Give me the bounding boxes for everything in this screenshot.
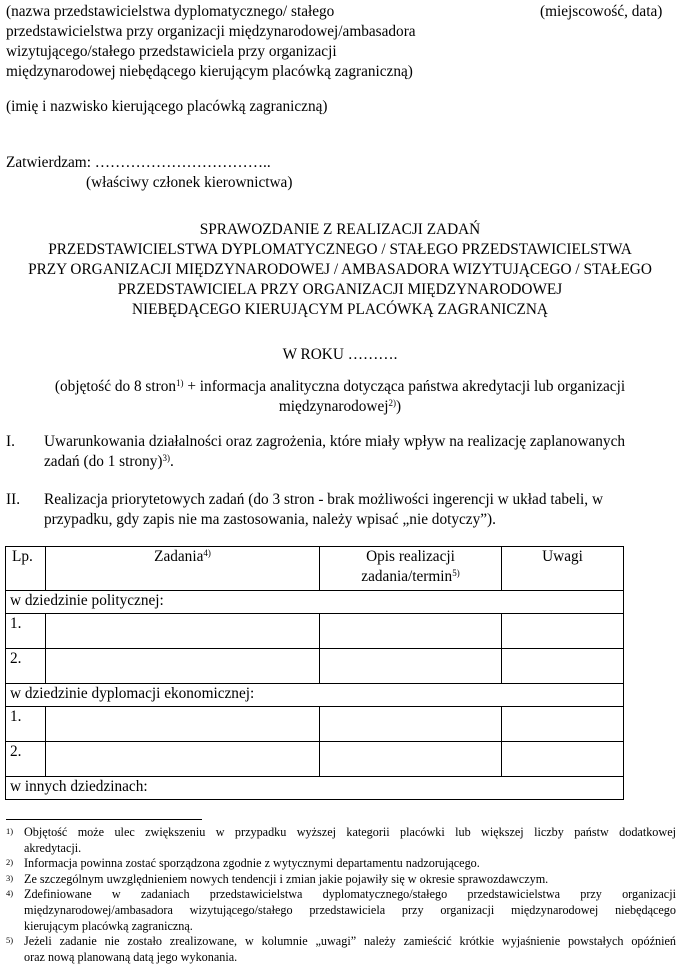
table-row	[6, 742, 624, 777]
footnote	[6, 872, 676, 888]
task-cell[interactable]	[46, 742, 320, 777]
report-title-line: PRZEDSTAWICIELSTWA DYPLOMATYCZNEGO / STAŁEGO PRZEDSTAWICIELSTWA	[48, 241, 632, 258]
footnote-line: międzynarodowej/ambasadora wizytującego/stałego przedstawiciela przy organizacji międzynarodowej niebędącego	[24, 902, 676, 917]
mission-name-line: wizytującego/stałego przedstawiciela przy organizacji	[6, 43, 337, 60]
table-header-row	[6, 547, 624, 591]
row-number: 1.	[6, 614, 46, 649]
footnote	[6, 887, 676, 934]
footnote	[6, 856, 676, 872]
footnote-separator	[6, 819, 202, 820]
task-cell[interactable]	[46, 614, 320, 649]
footnote-mark: 3)	[6, 872, 14, 883]
footnote	[6, 825, 676, 856]
footnote-line: oraz nową planowaną datą jego wykonania.	[24, 949, 238, 964]
notes-cell[interactable]	[502, 614, 624, 649]
volume-text: )	[395, 398, 402, 415]
section-number: I.	[6, 433, 15, 450]
notes-cell[interactable]	[502, 707, 624, 742]
description-cell[interactable]	[320, 649, 502, 684]
col-header-description-line: zadania/termin	[361, 568, 453, 585]
table-row	[6, 707, 624, 742]
table-row	[6, 649, 624, 684]
footnote-line: Objętość może ulec zwiększeniu w przypadku wyższej kategorii placówki lub większej liczby państw dodatkowej	[24, 825, 676, 839]
mission-name-line: (nazwa przedstawicielstwa dyplomatycznego/ stałego	[6, 3, 335, 20]
notes-cell[interactable]	[502, 742, 624, 777]
footnote-line: Informacja powinna zostać sporządzona zgodnie z wytycznymi departamentu nadzorującego.	[24, 856, 480, 871]
col-header-notes: Uwagi	[502, 547, 624, 591]
section-text-part: zadań (do 1 strony)	[44, 453, 163, 470]
description-cell[interactable]	[320, 742, 502, 777]
table-row	[6, 614, 624, 649]
report-title-line: PRZEDSTAWICIELA PRZY ORGANIZACJI MIĘDZYNARODOWEJ	[117, 281, 563, 298]
volume-note-line	[0, 397, 680, 417]
section-text	[44, 432, 680, 472]
volume-text: (objętość do 8 stron	[54, 378, 177, 395]
footnote-mark: 1)	[6, 826, 14, 836]
report-title-line: NIEBĘDĄCEGO KIERUJĄCYM PLACÓWKĄ ZAGRANICZNĄ	[132, 301, 548, 318]
head-of-mission-name-placeholder: (imię i nazwisko kierującego placówką zagraniczną)	[6, 98, 328, 115]
col-header-tasks-label: Zadania	[154, 548, 204, 565]
report-title-line: PRZY ORGANIZACJI MIĘDZYNARODOWEJ / AMBASADORA WIZYTUJĄCEGO / STAŁEGO	[28, 261, 652, 278]
section-number: II.	[6, 491, 21, 508]
report-year-line: W ROKU ……….	[282, 346, 398, 363]
footnotes	[6, 825, 676, 965]
table-category-row	[6, 591, 624, 614]
footnote-mark: 2)	[6, 857, 14, 868]
table-category-row	[6, 777, 624, 800]
col-header-description-line: Opis realizacji	[366, 548, 455, 565]
approval-line: Zatwierdzam: ……………………………..	[6, 154, 271, 171]
footnote-ref: 3)	[162, 453, 171, 463]
section-text-line: Uwarunkowania działalności oraz zagrożenia, które miały wpływ na realizację zaplanowanych	[44, 433, 626, 450]
col-header-lp: Lp.	[6, 547, 46, 591]
row-number: 2.	[6, 742, 46, 777]
footnote-mark: 4)	[6, 888, 14, 899]
footnote-line: kierującym placówką zagraniczną.	[24, 918, 193, 933]
footnote-mark: 5)	[6, 935, 14, 946]
footnote-ref: 4)	[203, 548, 211, 558]
footnote-line: Ze szczególnym uwzględnieniem nowych tendencji i zmian jakie pojawiły się w okresie sprawozdawczym.	[24, 871, 549, 886]
report-title-line: SPRAWOZDANIE Z REALIZACJI ZADAŃ	[199, 221, 481, 238]
footnote	[6, 934, 676, 965]
footnote-line: Zdefiniowane w zadaniach przedstawicielstwa dyplomatycznego/stałego przedstawicielstwa przy organizacji	[24, 887, 676, 902]
footnote-line: akredytacji.	[24, 840, 82, 855]
volume-note	[0, 377, 680, 417]
footnote-ref: 1)	[176, 378, 184, 388]
col-header-description	[320, 547, 502, 591]
mission-name-placeholder	[6, 2, 446, 82]
mission-name-line: przedstawicielstwa przy organizacji międzynarodowej/ambasadora	[6, 23, 416, 40]
table-category-row	[6, 684, 624, 707]
description-cell[interactable]	[320, 614, 502, 649]
row-number: 2.	[6, 649, 46, 684]
footnote-ref: 2)	[388, 398, 396, 408]
category-label: w dziedzinie politycznej:	[6, 591, 624, 614]
section-text-line	[44, 452, 680, 472]
mission-name-line: międzynarodowej niebędącego kierującym placówką zagraniczną)	[6, 63, 413, 80]
section-text-part: .	[170, 453, 174, 470]
section-text-line: Realizacja priorytetowych zadań (do 3 stron - brak możliwości ingerencji w układ tabeli, w	[44, 491, 603, 508]
report-title	[0, 220, 680, 320]
category-label: w dziedzinie dyplomacji ekonomicznej:	[6, 684, 624, 707]
footnote-ref: 5)	[452, 568, 460, 578]
section-text-line: przypadku, gdy zapis nie ma zastosowania, należy wpisać „nie dotyczy”).	[44, 511, 496, 528]
section-text	[44, 490, 680, 530]
category-label: w innych dziedzinach:	[6, 777, 624, 800]
description-cell[interactable]	[320, 707, 502, 742]
footnote-line: Jeżeli zadanie nie zostało zrealizowane, w kolumnie „uwagi” należy zamieścić krótkie wyjaśnienie powstałych opóźnień	[24, 934, 676, 949]
task-cell[interactable]	[46, 707, 320, 742]
volume-text: międzynarodowej	[278, 398, 389, 415]
approval-caption: (właściwy członek kierownictwa)	[86, 174, 293, 191]
place-date-placeholder: (miejscowość, data)	[540, 3, 663, 20]
tasks-table	[5, 546, 624, 800]
volume-note-line	[0, 377, 680, 397]
task-cell[interactable]	[46, 649, 320, 684]
volume-text: + informacja analityczna dotycząca państwa akredytacji lub organizacji	[183, 378, 626, 395]
col-header-tasks	[46, 547, 320, 591]
row-number: 1.	[6, 707, 46, 742]
notes-cell[interactable]	[502, 649, 624, 684]
